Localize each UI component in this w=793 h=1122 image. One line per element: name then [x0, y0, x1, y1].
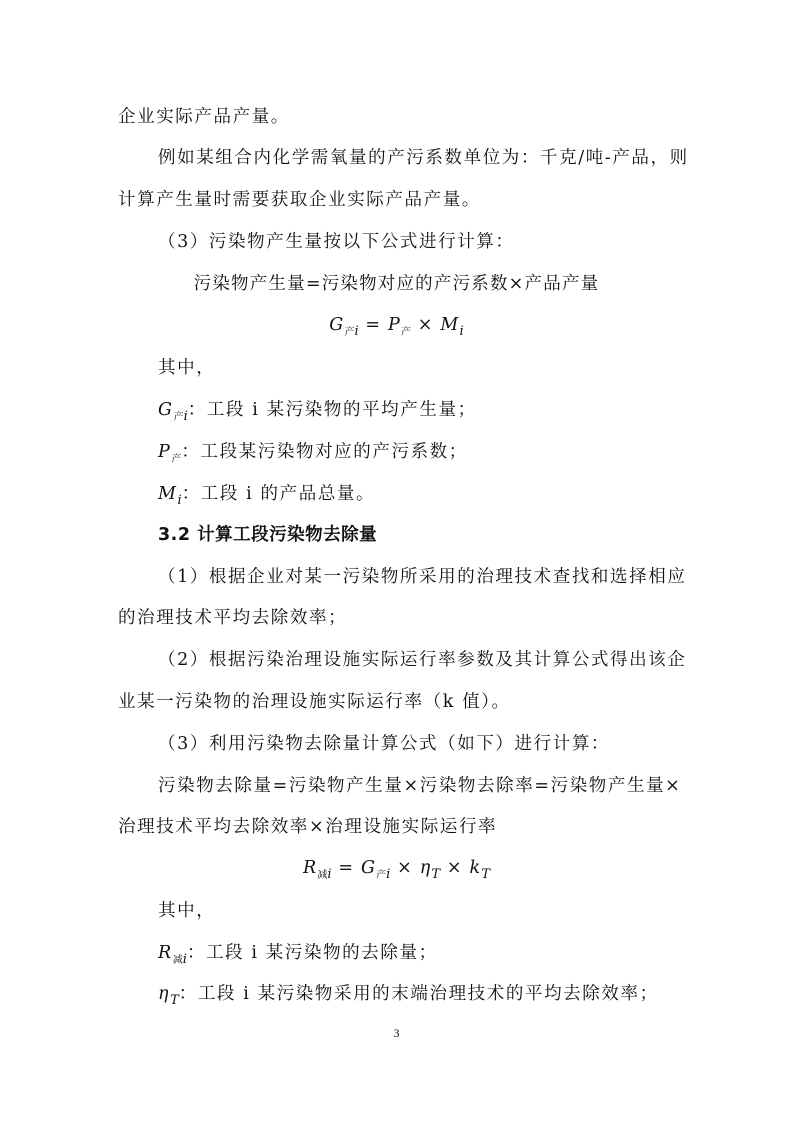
paragraph-line: （3）污染物产生量按以下公式进行计算：	[158, 232, 515, 252]
paragraph-line: 其中，	[158, 901, 216, 921]
formula-equation-2: $R_{减i} = G_{产i} \times \eta_T \times k_T$	[303, 858, 490, 882]
definition-p: $P_产$：工段某污染物对应的产污系数；	[158, 442, 468, 465]
paragraph-line: 污染物去除量=污染物产生量×污染物去除率=污染物产生量×	[158, 776, 682, 796]
paragraph-line: 例如某组合内化学需氧量的产污系数单位为：千克/吨-产品，则	[158, 148, 689, 168]
paragraph-line: 其中，	[158, 358, 216, 378]
paragraph-line: （1）根据企业对某一污染物所采用的治理技术查找和选择相应	[158, 567, 687, 587]
section-heading: 3.2 计算工段污染物去除量	[158, 525, 378, 545]
paragraph-line: （2）根据污染治理设施实际运行率参数及其计算公式得出该企	[158, 650, 687, 670]
definition-eta: $\eta_T$：工段 i 某污染物采用的末端治理技术的平均去除效率；	[158, 984, 659, 1008]
definition-m: $M_i$：工段 i 的产品总量。	[158, 484, 376, 508]
paragraph-line: 业某一污染物的治理设施实际运行率（k 值）。	[118, 692, 511, 712]
formula-text: 污染物产生量=污染物对应的产污系数×产品产量	[193, 274, 600, 294]
page-number: 3	[393, 1026, 400, 1040]
paragraph-line: 的治理技术平均去除效率；	[118, 608, 348, 628]
definition-r: $R_{减i}$：工段 i 某污染物的去除量；	[158, 943, 438, 967]
formula-equation-1: $G_{产i} = P_产 \times M_i$	[329, 315, 464, 339]
definition-g: $G_{产i}$：工段 i 某污染物的平均产生量；	[158, 400, 477, 424]
paragraph-line: 治理技术平均去除效率×治理设施实际运行率	[118, 817, 498, 837]
paragraph-line: （3）利用污染物去除量计算公式（如下）进行计算：	[158, 734, 611, 754]
paragraph-line: 计算产生量时需要获取企业实际产品产量。	[118, 190, 481, 210]
paragraph-line: 企业实际产品产量。	[118, 107, 290, 127]
